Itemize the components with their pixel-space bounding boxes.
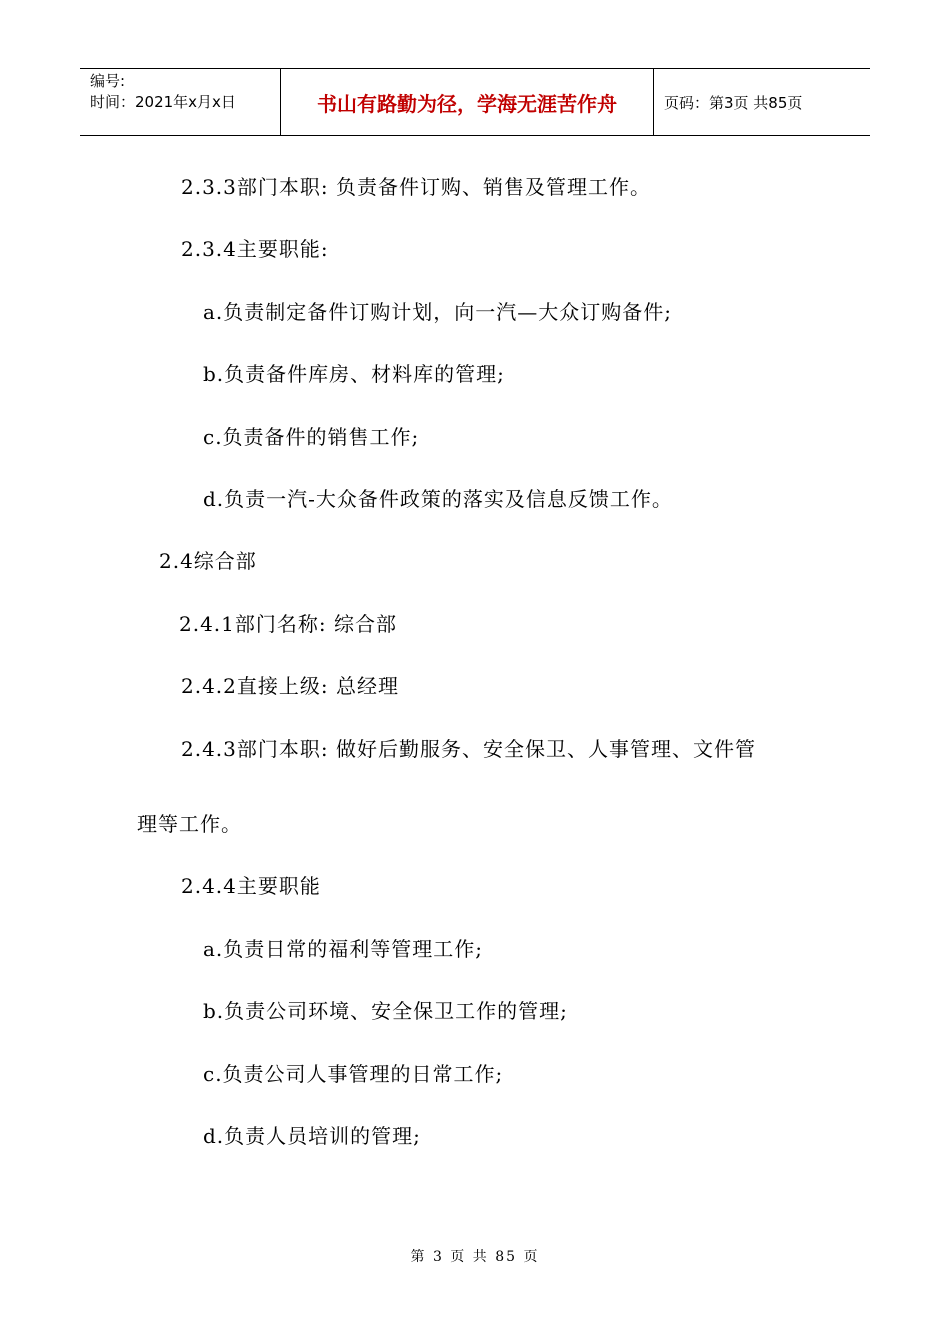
- section-2-4-4: 2.4.4主要职能: [181, 874, 321, 898]
- item-2-4-4-a: a.负责日常的福利等管理工作;: [203, 937, 484, 961]
- item-2-3-4-b: b.负责备件库房、材料库的管理;: [203, 362, 505, 386]
- time-label: 时间：2021年x月x日: [90, 93, 236, 111]
- section-2-4-heading: 2.4综合部: [159, 549, 257, 573]
- item-2-4-4-d: d.负责人员培训的管理;: [203, 1124, 421, 1148]
- header-page-info: 页码：第3页 共85页: [664, 93, 803, 112]
- section-2-4-3: 2.4.3部门本职: 做好后勤服务、安全保卫、人事管理、文件管: [181, 737, 756, 761]
- item-2-3-4-c: c.负责备件的销售工作;: [203, 425, 420, 449]
- item-2-3-4-a: a.负责制定备件订购计划，向一汽—大众订购备件;: [203, 300, 673, 324]
- page-footer: 第 3 页 共 85 页: [410, 1249, 540, 1265]
- header-motto: 书山有路勤为径，学海无涯苦作舟: [281, 69, 654, 135]
- page-header: [80, 68, 870, 136]
- section-2-4-3-continued: 理等工作。: [137, 812, 242, 836]
- item-2-4-4-c: c.负责公司人事管理的日常工作;: [203, 1062, 504, 1086]
- section-2-4-2: 2.4.2直接上级: 总经理: [181, 674, 399, 698]
- section-2-4-1: 2.4.1部门名称: 综合部: [179, 612, 397, 636]
- item-2-3-4-d: d.负责一汽-大众备件政策的落实及信息反馈工作。: [203, 487, 673, 511]
- section-2-3-3: 2.3.3部门本职: 负责备件订购、销售及管理工作。: [181, 175, 651, 199]
- serial-label: 编号:: [90, 72, 126, 90]
- item-2-4-4-b: b.负责公司环境、安全保卫工作的管理;: [203, 999, 568, 1023]
- section-2-3-4: 2.3.4主要职能:: [181, 237, 329, 261]
- header-meta: [80, 69, 281, 135]
